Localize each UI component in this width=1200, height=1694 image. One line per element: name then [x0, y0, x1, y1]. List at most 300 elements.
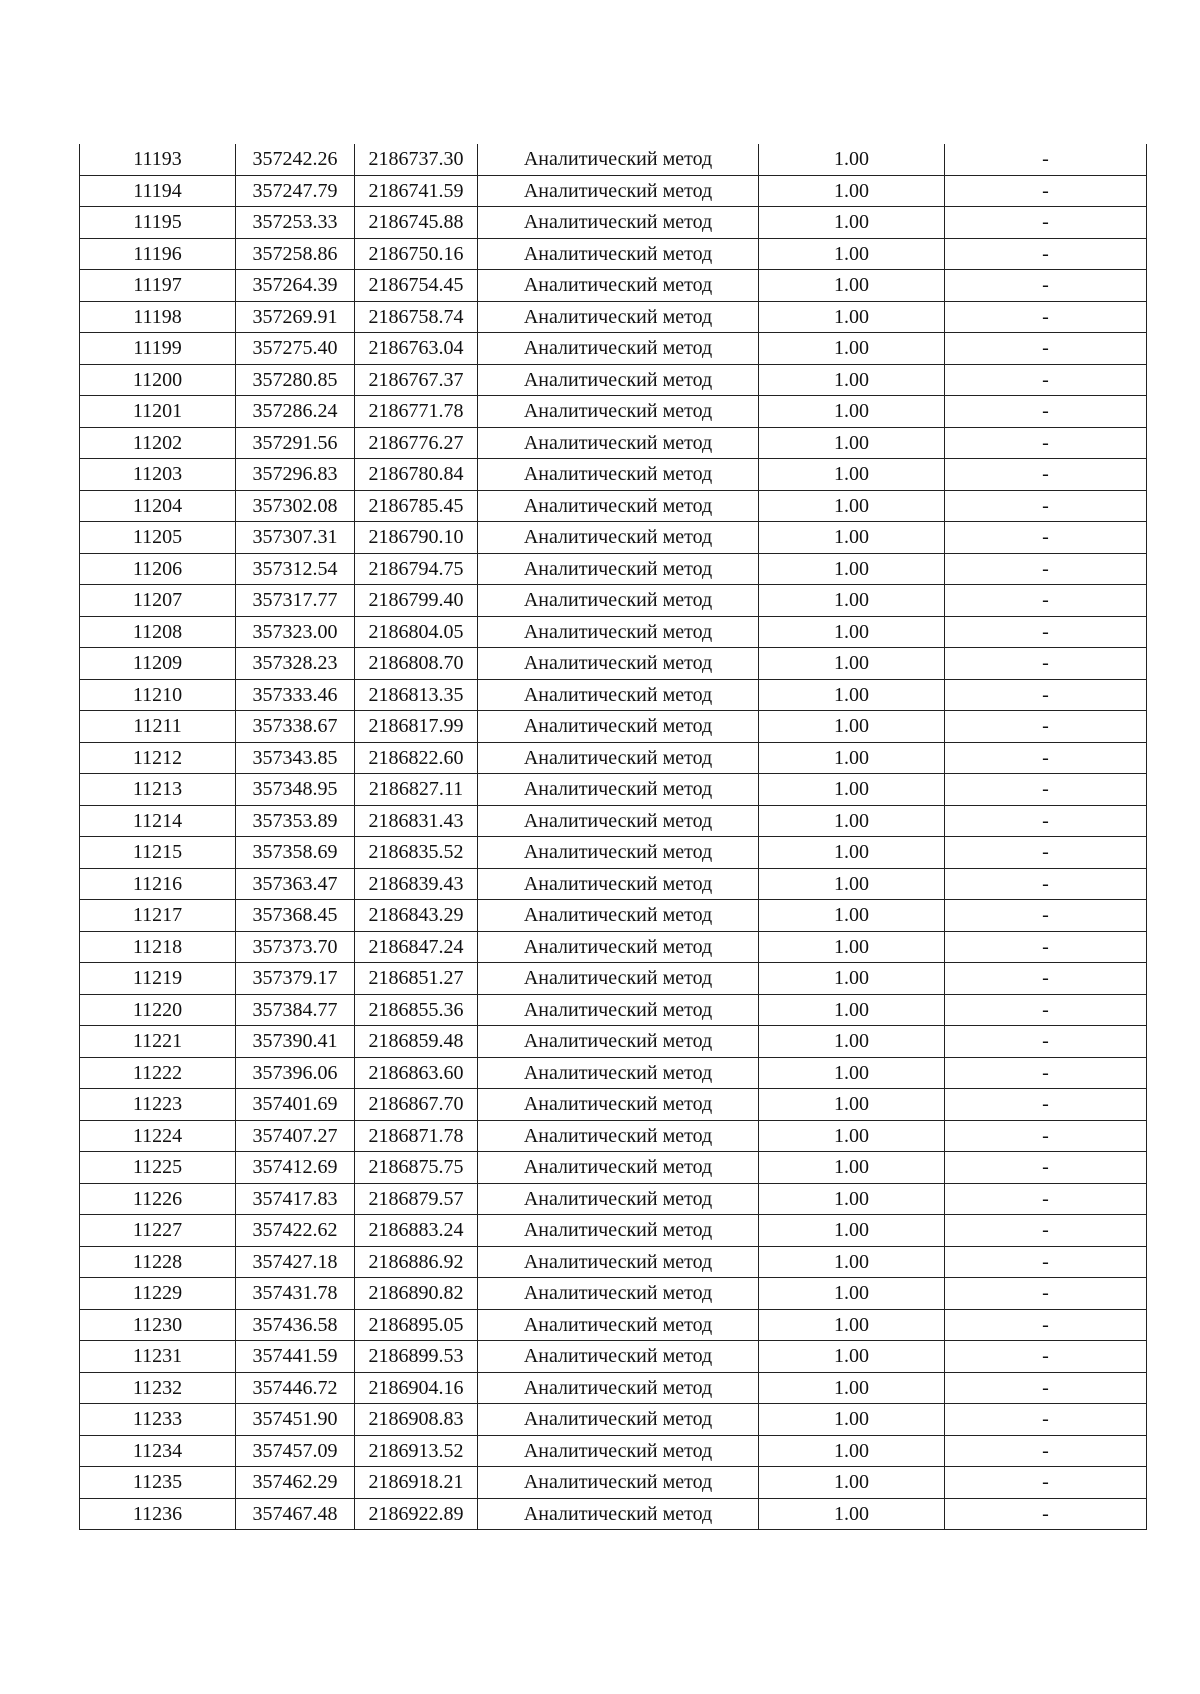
point-number-cell: 11233 — [80, 1404, 236, 1436]
description-cell: - — [945, 774, 1147, 806]
table-row — [80, 1215, 1147, 1247]
x-coordinate-cell: 357296.83 — [236, 459, 355, 491]
accuracy-cell: 1.00 — [759, 270, 945, 302]
table-row — [80, 900, 1147, 932]
description-cell: - — [945, 1152, 1147, 1184]
description-cell: - — [945, 1309, 1147, 1341]
point-number-cell: 11227 — [80, 1215, 236, 1247]
table-row — [80, 805, 1147, 837]
table-row — [80, 648, 1147, 680]
table-row — [80, 963, 1147, 995]
method-cell: Аналитический метод — [478, 301, 759, 333]
point-number-cell: 11223 — [80, 1089, 236, 1121]
table-row — [80, 616, 1147, 648]
accuracy-cell: 1.00 — [759, 459, 945, 491]
method-cell: Аналитический метод — [478, 1404, 759, 1436]
y-coordinate-cell: 2186879.57 — [355, 1183, 478, 1215]
description-cell: - — [945, 1120, 1147, 1152]
description-cell: - — [945, 301, 1147, 333]
table-row — [80, 868, 1147, 900]
table-row — [80, 490, 1147, 522]
x-coordinate-cell: 357269.91 — [236, 301, 355, 333]
x-coordinate-cell: 357412.69 — [236, 1152, 355, 1184]
method-cell: Аналитический метод — [478, 1120, 759, 1152]
x-coordinate-cell: 357363.47 — [236, 868, 355, 900]
accuracy-cell: 1.00 — [759, 301, 945, 333]
description-cell: - — [945, 1372, 1147, 1404]
description-cell: - — [945, 1026, 1147, 1058]
accuracy-cell: 1.00 — [759, 238, 945, 270]
accuracy-cell: 1.00 — [759, 648, 945, 680]
method-cell: Аналитический метод — [478, 994, 759, 1026]
y-coordinate-cell: 2186863.60 — [355, 1057, 478, 1089]
point-number-cell: 11221 — [80, 1026, 236, 1058]
y-coordinate-cell: 2186776.27 — [355, 427, 478, 459]
y-coordinate-cell: 2186918.21 — [355, 1467, 478, 1499]
point-number-cell: 11208 — [80, 616, 236, 648]
method-cell: Аналитический метод — [478, 1498, 759, 1530]
y-coordinate-cell: 2186750.16 — [355, 238, 478, 270]
accuracy-cell: 1.00 — [759, 585, 945, 617]
description-cell: - — [945, 522, 1147, 554]
table-row — [80, 522, 1147, 554]
description-cell: - — [945, 333, 1147, 365]
method-cell: Аналитический метод — [478, 396, 759, 428]
description-cell: - — [945, 1215, 1147, 1247]
method-cell: Аналитический метод — [478, 1026, 759, 1058]
table-row — [80, 711, 1147, 743]
y-coordinate-cell: 2186871.78 — [355, 1120, 478, 1152]
x-coordinate-cell: 357286.24 — [236, 396, 355, 428]
table-row — [80, 994, 1147, 1026]
table-row — [80, 1498, 1147, 1530]
point-number-cell: 11217 — [80, 900, 236, 932]
accuracy-cell: 1.00 — [759, 1089, 945, 1121]
method-cell: Аналитический метод — [478, 144, 759, 175]
description-cell: - — [945, 585, 1147, 617]
description-cell: - — [945, 868, 1147, 900]
x-coordinate-cell: 357343.85 — [236, 742, 355, 774]
method-cell: Аналитический метод — [478, 238, 759, 270]
point-number-cell: 11206 — [80, 553, 236, 585]
method-cell: Аналитический метод — [478, 868, 759, 900]
point-number-cell: 11197 — [80, 270, 236, 302]
y-coordinate-cell: 2186886.92 — [355, 1246, 478, 1278]
point-number-cell: 11212 — [80, 742, 236, 774]
description-cell: - — [945, 837, 1147, 869]
y-coordinate-cell: 2186758.74 — [355, 301, 478, 333]
x-coordinate-cell: 357427.18 — [236, 1246, 355, 1278]
point-number-cell: 11203 — [80, 459, 236, 491]
table-row — [80, 1120, 1147, 1152]
point-number-cell: 11230 — [80, 1309, 236, 1341]
x-coordinate-cell: 357328.23 — [236, 648, 355, 680]
accuracy-cell: 1.00 — [759, 1152, 945, 1184]
description-cell: - — [945, 427, 1147, 459]
accuracy-cell: 1.00 — [759, 490, 945, 522]
y-coordinate-cell: 2186913.52 — [355, 1435, 478, 1467]
method-cell: Аналитический метод — [478, 522, 759, 554]
table-row — [80, 270, 1147, 302]
y-coordinate-cell: 2186839.43 — [355, 868, 478, 900]
x-coordinate-cell: 357312.54 — [236, 553, 355, 585]
x-coordinate-cell: 357417.83 — [236, 1183, 355, 1215]
accuracy-cell: 1.00 — [759, 333, 945, 365]
table-row — [80, 364, 1147, 396]
accuracy-cell: 1.00 — [759, 900, 945, 932]
table-row — [80, 1404, 1147, 1436]
x-coordinate-cell: 357457.09 — [236, 1435, 355, 1467]
x-coordinate-cell: 357384.77 — [236, 994, 355, 1026]
point-number-cell: 11194 — [80, 175, 236, 207]
x-coordinate-cell: 357451.90 — [236, 1404, 355, 1436]
y-coordinate-cell: 2186771.78 — [355, 396, 478, 428]
point-number-cell: 11195 — [80, 207, 236, 239]
point-number-cell: 11220 — [80, 994, 236, 1026]
x-coordinate-cell: 357422.62 — [236, 1215, 355, 1247]
table-row — [80, 301, 1147, 333]
accuracy-cell: 1.00 — [759, 679, 945, 711]
description-cell: - — [945, 711, 1147, 743]
point-number-cell: 11234 — [80, 1435, 236, 1467]
table-row — [80, 175, 1147, 207]
x-coordinate-cell: 357390.41 — [236, 1026, 355, 1058]
y-coordinate-cell: 2186890.82 — [355, 1278, 478, 1310]
x-coordinate-cell: 357379.17 — [236, 963, 355, 995]
method-cell: Аналитический метод — [478, 1183, 759, 1215]
coordinates-table — [79, 144, 1147, 1530]
table-row — [80, 1341, 1147, 1373]
method-cell: Аналитический метод — [478, 742, 759, 774]
table-row — [80, 1435, 1147, 1467]
accuracy-cell: 1.00 — [759, 994, 945, 1026]
y-coordinate-cell: 2186875.75 — [355, 1152, 478, 1184]
method-cell: Аналитический метод — [478, 711, 759, 743]
point-number-cell: 11200 — [80, 364, 236, 396]
method-cell: Аналитический метод — [478, 1341, 759, 1373]
point-number-cell: 11213 — [80, 774, 236, 806]
y-coordinate-cell: 2186785.45 — [355, 490, 478, 522]
point-number-cell: 11215 — [80, 837, 236, 869]
description-cell: - — [945, 1435, 1147, 1467]
description-cell: - — [945, 207, 1147, 239]
coordinates-table-body — [80, 144, 1147, 1530]
method-cell: Аналитический метод — [478, 1089, 759, 1121]
y-coordinate-cell: 2186763.04 — [355, 333, 478, 365]
table-row — [80, 1309, 1147, 1341]
x-coordinate-cell: 357358.69 — [236, 837, 355, 869]
point-number-cell: 11232 — [80, 1372, 236, 1404]
description-cell: - — [945, 270, 1147, 302]
point-number-cell: 11209 — [80, 648, 236, 680]
y-coordinate-cell: 2186847.24 — [355, 931, 478, 963]
description-cell: - — [945, 963, 1147, 995]
point-number-cell: 11205 — [80, 522, 236, 554]
y-coordinate-cell: 2186794.75 — [355, 553, 478, 585]
point-number-cell: 11193 — [80, 144, 236, 175]
method-cell: Аналитический метод — [478, 207, 759, 239]
point-number-cell: 11201 — [80, 396, 236, 428]
description-cell: - — [945, 396, 1147, 428]
x-coordinate-cell: 357302.08 — [236, 490, 355, 522]
description-cell: - — [945, 648, 1147, 680]
table-row — [80, 333, 1147, 365]
point-number-cell: 11198 — [80, 301, 236, 333]
table-row — [80, 1089, 1147, 1121]
table-row — [80, 207, 1147, 239]
table-row — [80, 679, 1147, 711]
method-cell: Аналитический метод — [478, 1467, 759, 1499]
table-row — [80, 1183, 1147, 1215]
description-cell: - — [945, 931, 1147, 963]
accuracy-cell: 1.00 — [759, 1435, 945, 1467]
description-cell: - — [945, 1089, 1147, 1121]
y-coordinate-cell: 2186922.89 — [355, 1498, 478, 1530]
accuracy-cell: 1.00 — [759, 427, 945, 459]
y-coordinate-cell: 2186899.53 — [355, 1341, 478, 1373]
description-cell: - — [945, 490, 1147, 522]
y-coordinate-cell: 2186851.27 — [355, 963, 478, 995]
table-row — [80, 1246, 1147, 1278]
y-coordinate-cell: 2186831.43 — [355, 805, 478, 837]
accuracy-cell: 1.00 — [759, 616, 945, 648]
x-coordinate-cell: 357247.79 — [236, 175, 355, 207]
y-coordinate-cell: 2186780.84 — [355, 459, 478, 491]
y-coordinate-cell: 2186813.35 — [355, 679, 478, 711]
y-coordinate-cell: 2186895.05 — [355, 1309, 478, 1341]
table-row — [80, 931, 1147, 963]
table-row — [80, 459, 1147, 491]
method-cell: Аналитический метод — [478, 585, 759, 617]
y-coordinate-cell: 2186741.59 — [355, 175, 478, 207]
x-coordinate-cell: 357373.70 — [236, 931, 355, 963]
description-cell: - — [945, 742, 1147, 774]
x-coordinate-cell: 357467.48 — [236, 1498, 355, 1530]
method-cell: Аналитический метод — [478, 459, 759, 491]
table-row — [80, 1152, 1147, 1184]
method-cell: Аналитический метод — [478, 1372, 759, 1404]
method-cell: Аналитический метод — [478, 333, 759, 365]
accuracy-cell: 1.00 — [759, 522, 945, 554]
description-cell: - — [945, 175, 1147, 207]
table-row — [80, 427, 1147, 459]
x-coordinate-cell: 357368.45 — [236, 900, 355, 932]
method-cell: Аналитический метод — [478, 963, 759, 995]
y-coordinate-cell: 2186843.29 — [355, 900, 478, 932]
accuracy-cell: 1.00 — [759, 553, 945, 585]
method-cell: Аналитический метод — [478, 900, 759, 932]
accuracy-cell: 1.00 — [759, 1246, 945, 1278]
x-coordinate-cell: 357401.69 — [236, 1089, 355, 1121]
table-row — [80, 837, 1147, 869]
y-coordinate-cell: 2186867.70 — [355, 1089, 478, 1121]
accuracy-cell: 1.00 — [759, 837, 945, 869]
accuracy-cell: 1.00 — [759, 144, 945, 175]
accuracy-cell: 1.00 — [759, 1372, 945, 1404]
y-coordinate-cell: 2186859.48 — [355, 1026, 478, 1058]
accuracy-cell: 1.00 — [759, 1057, 945, 1089]
method-cell: Аналитический метод — [478, 427, 759, 459]
description-cell: - — [945, 679, 1147, 711]
description-cell: - — [945, 238, 1147, 270]
accuracy-cell: 1.00 — [759, 1026, 945, 1058]
x-coordinate-cell: 357462.29 — [236, 1467, 355, 1499]
description-cell: - — [945, 1183, 1147, 1215]
point-number-cell: 11222 — [80, 1057, 236, 1089]
accuracy-cell: 1.00 — [759, 868, 945, 900]
method-cell: Аналитический метод — [478, 1435, 759, 1467]
y-coordinate-cell: 2186827.11 — [355, 774, 478, 806]
method-cell: Аналитический метод — [478, 490, 759, 522]
point-number-cell: 11225 — [80, 1152, 236, 1184]
x-coordinate-cell: 357407.27 — [236, 1120, 355, 1152]
y-coordinate-cell: 2186790.10 — [355, 522, 478, 554]
table-row — [80, 553, 1147, 585]
table-row — [80, 1026, 1147, 1058]
x-coordinate-cell: 357264.39 — [236, 270, 355, 302]
table-row — [80, 1278, 1147, 1310]
x-coordinate-cell: 357317.77 — [236, 585, 355, 617]
x-coordinate-cell: 357307.31 — [236, 522, 355, 554]
x-coordinate-cell: 357275.40 — [236, 333, 355, 365]
description-cell: - — [945, 1246, 1147, 1278]
description-cell: - — [945, 1057, 1147, 1089]
x-coordinate-cell: 357431.78 — [236, 1278, 355, 1310]
description-cell: - — [945, 805, 1147, 837]
accuracy-cell: 1.00 — [759, 175, 945, 207]
method-cell: Аналитический метод — [478, 931, 759, 963]
y-coordinate-cell: 2186799.40 — [355, 585, 478, 617]
table-row — [80, 774, 1147, 806]
x-coordinate-cell: 357446.72 — [236, 1372, 355, 1404]
description-cell: - — [945, 1467, 1147, 1499]
table-row — [80, 238, 1147, 270]
y-coordinate-cell: 2186808.70 — [355, 648, 478, 680]
method-cell: Аналитический метод — [478, 1215, 759, 1247]
description-cell: - — [945, 459, 1147, 491]
y-coordinate-cell: 2186855.36 — [355, 994, 478, 1026]
accuracy-cell: 1.00 — [759, 1467, 945, 1499]
method-cell: Аналитический метод — [478, 805, 759, 837]
method-cell: Аналитический метод — [478, 553, 759, 585]
point-number-cell: 11236 — [80, 1498, 236, 1530]
accuracy-cell: 1.00 — [759, 742, 945, 774]
point-number-cell: 11199 — [80, 333, 236, 365]
method-cell: Аналитический метод — [478, 679, 759, 711]
point-number-cell: 11204 — [80, 490, 236, 522]
accuracy-cell: 1.00 — [759, 1309, 945, 1341]
table-row — [80, 1057, 1147, 1089]
method-cell: Аналитический метод — [478, 175, 759, 207]
method-cell: Аналитический метод — [478, 270, 759, 302]
x-coordinate-cell: 357348.95 — [236, 774, 355, 806]
method-cell: Аналитический метод — [478, 1246, 759, 1278]
x-coordinate-cell: 357436.58 — [236, 1309, 355, 1341]
point-number-cell: 11218 — [80, 931, 236, 963]
description-cell: - — [945, 1278, 1147, 1310]
point-number-cell: 11228 — [80, 1246, 236, 1278]
y-coordinate-cell: 2186904.16 — [355, 1372, 478, 1404]
accuracy-cell: 1.00 — [759, 1278, 945, 1310]
x-coordinate-cell: 357333.46 — [236, 679, 355, 711]
x-coordinate-cell: 357353.89 — [236, 805, 355, 837]
accuracy-cell: 1.00 — [759, 805, 945, 837]
x-coordinate-cell: 357338.67 — [236, 711, 355, 743]
accuracy-cell: 1.00 — [759, 1404, 945, 1436]
method-cell: Аналитический метод — [478, 1309, 759, 1341]
accuracy-cell: 1.00 — [759, 207, 945, 239]
accuracy-cell: 1.00 — [759, 1215, 945, 1247]
point-number-cell: 11207 — [80, 585, 236, 617]
method-cell: Аналитический метод — [478, 648, 759, 680]
point-number-cell: 11219 — [80, 963, 236, 995]
y-coordinate-cell: 2186908.83 — [355, 1404, 478, 1436]
x-coordinate-cell: 357323.00 — [236, 616, 355, 648]
y-coordinate-cell: 2186883.24 — [355, 1215, 478, 1247]
point-number-cell: 11211 — [80, 711, 236, 743]
y-coordinate-cell: 2186737.30 — [355, 144, 478, 175]
description-cell: - — [945, 1498, 1147, 1530]
x-coordinate-cell: 357280.85 — [236, 364, 355, 396]
method-cell: Аналитический метод — [478, 1278, 759, 1310]
x-coordinate-cell: 357253.33 — [236, 207, 355, 239]
point-number-cell: 11235 — [80, 1467, 236, 1499]
point-number-cell: 11210 — [80, 679, 236, 711]
table-row — [80, 742, 1147, 774]
description-cell: - — [945, 553, 1147, 585]
accuracy-cell: 1.00 — [759, 931, 945, 963]
point-number-cell: 11224 — [80, 1120, 236, 1152]
y-coordinate-cell: 2186804.05 — [355, 616, 478, 648]
x-coordinate-cell: 357291.56 — [236, 427, 355, 459]
description-cell: - — [945, 1341, 1147, 1373]
method-cell: Аналитический метод — [478, 616, 759, 648]
table-row — [80, 144, 1147, 175]
table-row — [80, 396, 1147, 428]
point-number-cell: 11196 — [80, 238, 236, 270]
accuracy-cell: 1.00 — [759, 963, 945, 995]
accuracy-cell: 1.00 — [759, 1341, 945, 1373]
y-coordinate-cell: 2186745.88 — [355, 207, 478, 239]
y-coordinate-cell: 2186767.37 — [355, 364, 478, 396]
point-number-cell: 11214 — [80, 805, 236, 837]
accuracy-cell: 1.00 — [759, 774, 945, 806]
y-coordinate-cell: 2186817.99 — [355, 711, 478, 743]
x-coordinate-cell: 357242.26 — [236, 144, 355, 175]
x-coordinate-cell: 357396.06 — [236, 1057, 355, 1089]
table-row — [80, 1372, 1147, 1404]
accuracy-cell: 1.00 — [759, 1183, 945, 1215]
x-coordinate-cell: 357441.59 — [236, 1341, 355, 1373]
accuracy-cell: 1.00 — [759, 1120, 945, 1152]
description-cell: - — [945, 900, 1147, 932]
method-cell: Аналитический метод — [478, 1152, 759, 1184]
description-cell: - — [945, 144, 1147, 175]
table-row — [80, 1467, 1147, 1499]
accuracy-cell: 1.00 — [759, 711, 945, 743]
table-row — [80, 585, 1147, 617]
accuracy-cell: 1.00 — [759, 364, 945, 396]
description-cell: - — [945, 1404, 1147, 1436]
description-cell: - — [945, 616, 1147, 648]
description-cell: - — [945, 994, 1147, 1026]
point-number-cell: 11229 — [80, 1278, 236, 1310]
point-number-cell: 11202 — [80, 427, 236, 459]
method-cell: Аналитический метод — [478, 1057, 759, 1089]
y-coordinate-cell: 2186835.52 — [355, 837, 478, 869]
y-coordinate-cell: 2186822.60 — [355, 742, 478, 774]
accuracy-cell: 1.00 — [759, 396, 945, 428]
